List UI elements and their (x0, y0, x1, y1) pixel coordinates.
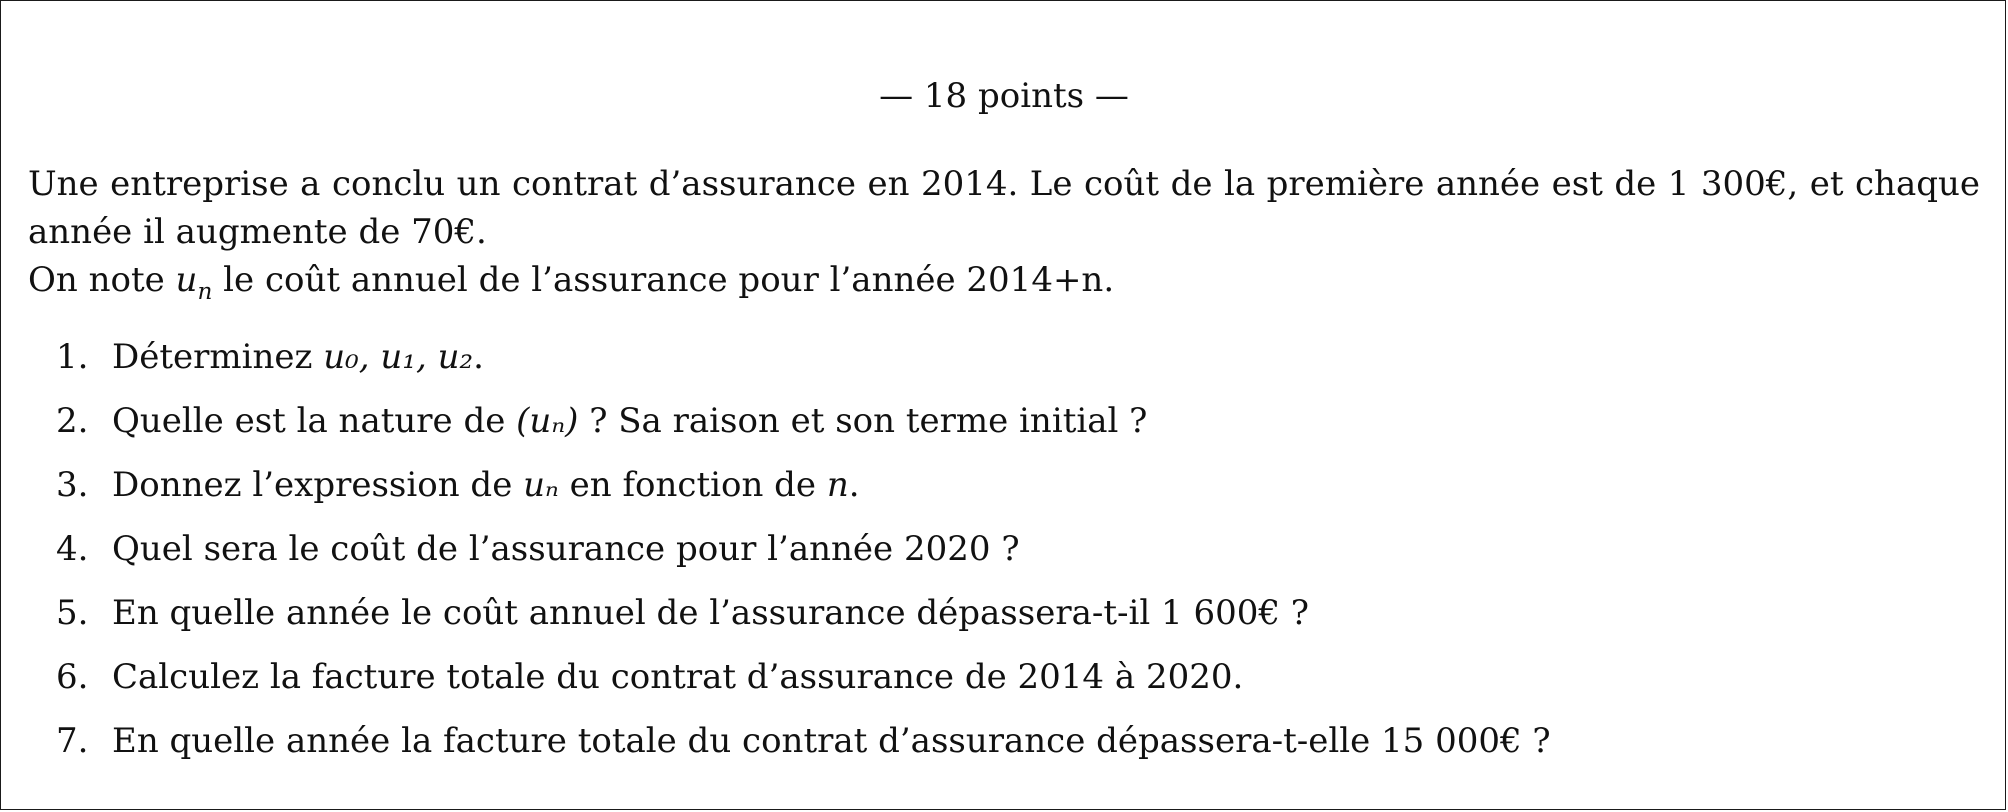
intro-p2-var-base: u (175, 260, 198, 300)
question-number: 4. (56, 529, 89, 569)
question-item-5 (28, 581, 1980, 645)
intro-p2-var-sub: n (197, 278, 213, 305)
question-number: 2. (56, 401, 89, 441)
intro-p2-var (175, 260, 213, 305)
intro-p2-prefix: On note (28, 260, 176, 300)
question-item-1 (28, 325, 1980, 389)
question-text: Quel sera le coût de l’assurance pour l’année 2020 ? (112, 529, 1020, 569)
question-item-3 (28, 453, 1980, 517)
question-item-2 (28, 389, 1980, 453)
question-math: u₀, u₁, u₂ (323, 337, 474, 377)
question-list (28, 325, 1980, 773)
points-header: — 18 points — (879, 76, 1129, 116)
intro-p2-suffix: le coût annuel de l’assurance pour l’année 2014+n. (212, 260, 1115, 300)
question-number: 3. (56, 465, 89, 505)
question-math: (uₙ) (516, 401, 579, 441)
intro-paragraph-2 (28, 256, 1980, 304)
question-text (112, 398, 1147, 444)
question-item-6 (28, 645, 1980, 709)
question-text-suffix: . (473, 337, 484, 377)
question-text: En quelle année la facture totale du contrat d’assurance dépassera-t-elle 15 000€ ? (112, 721, 1551, 761)
question-item-4 (28, 517, 1980, 581)
question-number: 6. (56, 657, 89, 697)
question-text-suffix: ? Sa raison et son terme initial ? (578, 401, 1148, 441)
question-text (112, 334, 484, 380)
question-text-suffix: en fonction de (558, 465, 827, 505)
question-text-suffix-2: . (848, 465, 860, 505)
intro-text (28, 160, 1980, 304)
question-text-prefix: Déterminez (112, 337, 324, 377)
question-text: Calculez la facture totale du contrat d’assurance de 2014 à 2020. (112, 657, 1244, 697)
question-math: uₙ (523, 465, 559, 505)
question-number: 7. (56, 721, 89, 761)
question-number: 1. (56, 337, 89, 377)
question-text: En quelle année le coût annuel de l’assurance dépassera-t-il 1 600€ ? (112, 593, 1310, 633)
question-text-prefix: Donnez l’expression de (112, 465, 524, 505)
question-text (112, 462, 860, 508)
question-number: 5. (56, 593, 89, 633)
intro-paragraph-1: Une entreprise a conclu un contrat d’assurance en 2014. Le coût de la première année est de 1 300€, et chaque année il augmente de 70€. (28, 164, 1980, 252)
question-text-prefix: Quelle est la nature de (112, 401, 517, 441)
question-item-7 (28, 709, 1980, 773)
question-math-2: n (826, 465, 849, 505)
